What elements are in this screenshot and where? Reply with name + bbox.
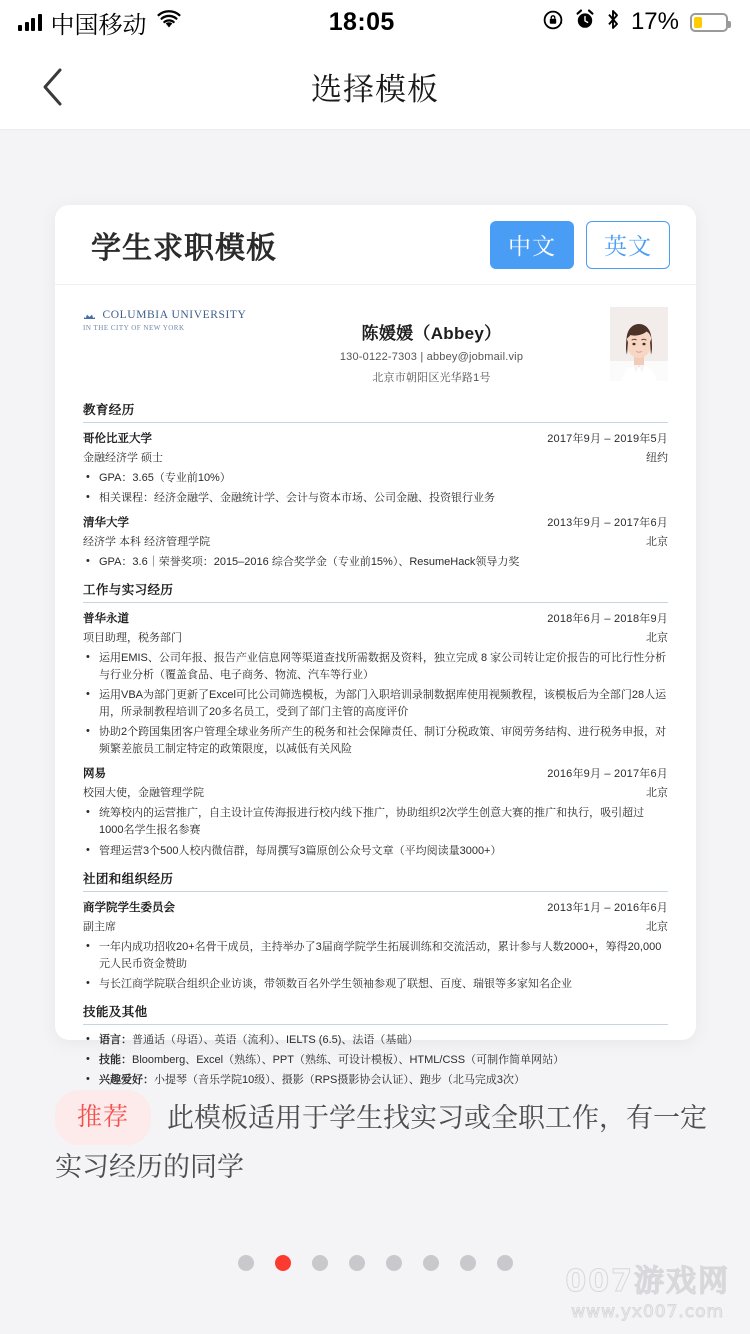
resume-section-title: 社团和组织经历	[83, 871, 174, 886]
resume-bullet: • 运用EMIS、公司年报、报告产业信息网等渠道查找所需数据及资料，独立完成 8 家公司转让定价报告的可比行性分析与行业分析（覆盖食品、电子商务、物流、汽车等行业）	[83, 650, 668, 684]
divider	[83, 602, 668, 603]
entry-location: 北京	[646, 536, 668, 549]
resume-section-title: 工作与实习经历	[83, 583, 174, 598]
resume-address: 北京市朝阳区光华路1号	[372, 372, 491, 384]
pagination-dot[interactable]	[349, 1255, 365, 1271]
resume-entry-header	[83, 430, 668, 446]
columbia-university-logo	[83, 305, 253, 332]
lang-button-english[interactable]: 英文	[586, 221, 670, 269]
logo-subtitle: IN THE CITY OF NEW YORK	[83, 324, 185, 332]
entry-role: 经济学 本科 经济管理学院	[83, 536, 211, 549]
entry-location: 北京	[646, 920, 668, 933]
entry-org: 普华永道	[83, 613, 129, 626]
divider	[83, 1024, 668, 1025]
entry-role: 金融经济学 硕士	[83, 452, 164, 464]
pagination-dots[interactable]	[0, 1255, 750, 1271]
page-body	[0, 130, 750, 1334]
template-description	[55, 1090, 715, 1190]
rotation-lock-icon	[542, 9, 564, 36]
entry-org: 商学院学生委员会	[83, 901, 175, 914]
resume-bullet-list	[83, 650, 668, 758]
divider	[83, 891, 668, 892]
resume-bullet: • GPA：3.65（专业前10%）	[83, 470, 668, 487]
language-toggle-group	[490, 221, 670, 269]
resume-entry-subheader	[83, 626, 668, 645]
entry-date: 2016年9月 – 2017年6月	[547, 768, 668, 781]
status-bar	[0, 0, 750, 44]
avatar	[610, 307, 668, 381]
pagination-dot[interactable]	[423, 1255, 439, 1271]
resume-bullet: • 相关课程：经济金融学、金融统计学、会计与资本市场、公司金融、投资银行业务	[83, 490, 668, 507]
resume-bullet-list	[83, 470, 668, 507]
resume-entry-header	[83, 899, 668, 915]
entry-date: 2013年1月 – 2016年6月	[547, 901, 668, 914]
lang-button-chinese[interactable]: 中文	[490, 221, 574, 269]
resume-bullet-list	[83, 1032, 668, 1089]
logo-name: COLUMBIA UNIVERSITY	[102, 309, 247, 321]
pagination-dot[interactable]	[460, 1255, 476, 1271]
status-badge: 推荐	[55, 1090, 151, 1145]
battery-percent-label: 17%	[630, 8, 679, 35]
resume-bullet-list	[83, 805, 668, 859]
resume-bullet: • 语言：普通话（母语）、英语（流利）、IELTS (6.5)、法语（基础）	[83, 1032, 668, 1049]
entry-org: 网易	[83, 768, 106, 781]
entry-date: 2018年6月 – 2018年9月	[547, 613, 668, 626]
entry-location: 北京	[646, 787, 668, 800]
wifi-icon	[156, 10, 182, 34]
description-text: 此模板适用于学生找实习或全职工作，有一定实习经历的同学	[55, 1103, 708, 1183]
resume-entry-subheader	[83, 446, 668, 465]
signal-bars-icon	[18, 14, 42, 31]
resume-bullet: • 一年内成功招收20+名骨干成员，主持举办了3届商学院学生拓展训练和交流活动，累计参与人数2000+，筹得20,000元人民币资金赞助	[83, 939, 668, 973]
alarm-clock-icon	[575, 9, 595, 35]
status-bar-left	[18, 5, 182, 40]
pagination-dot[interactable]	[497, 1255, 513, 1271]
resume-bullet: • 兴趣爱好：小提琴（音乐学院10级）、摄影（RPS摄影协会认证）、跑步（北马完成3次）	[83, 1072, 668, 1089]
entry-date: 2013年9月 – 2017年6月	[547, 517, 668, 530]
status-bar-clock: 18:05	[328, 7, 395, 36]
divider	[83, 422, 668, 423]
page-title: 选择模板	[311, 72, 439, 107]
resume-bullet: • 与长江商学院联合组织企业访谈，带领数百名外学生领袖参观了联想、百度、瑞银等多家知名企业	[83, 976, 668, 993]
entry-role: 项目助理，税务部门	[83, 632, 182, 645]
resume-bullet-list	[83, 554, 668, 571]
entry-date: 2017年9月 – 2019年5月	[547, 433, 668, 445]
battery-icon	[690, 13, 728, 32]
resume-entry-header	[83, 514, 668, 530]
resume-bullet: • 协助2个跨国集团客户管理全球业务所产生的税务和社会保障责任、制订分税政策、审阅劳务结构、进行税务申报，对频繁差旅员工制定特定的政策限度，以减低有关风险	[83, 724, 668, 758]
entry-role: 校园大使，金融管理学院	[83, 787, 204, 800]
entry-location: 北京	[646, 632, 668, 645]
resume-entry-subheader	[83, 530, 668, 549]
entry-org: 清华大学	[83, 517, 129, 530]
resume-entry-subheader	[83, 781, 668, 800]
resume-entry-header	[83, 610, 668, 626]
entry-location: 纽约	[646, 452, 668, 464]
watermark-main: 007游戏网	[565, 1264, 730, 1299]
resume-bullet-list	[83, 939, 668, 993]
resume-bullet: • 管理运营3个500人校内微信群，每周撰写3篇原创公众号文章（平均阅读量3000+）	[83, 843, 668, 860]
resume-preview	[55, 285, 696, 1106]
template-card[interactable]	[55, 205, 696, 1086]
nav-bar	[0, 44, 750, 130]
resume-bullet: • 统筹校内的运营推广，自主设计宣传海报进行校内线下推广，协助组织2次学生创意大赛的推广和执行，吸引超过1000名学生报名参赛	[83, 805, 668, 839]
resume-section-title: 教育经历	[83, 403, 135, 417]
resume-name: 陈媛媛（Abbey）	[361, 324, 502, 343]
template-card-header	[55, 205, 696, 285]
entry-org: 哥伦比亚大学	[83, 433, 152, 445]
back-button[interactable]	[30, 65, 74, 109]
template-name: 学生求职模板	[91, 231, 277, 265]
resume-header	[83, 301, 668, 391]
resume-entry-header	[83, 765, 668, 781]
watermark-sub: www.yx007.com	[571, 1302, 725, 1322]
resume-entry-subheader	[83, 915, 668, 934]
status-bar-right	[542, 8, 728, 36]
resume-bullet: • 运用VBA为部门更新了Excel可比公司筛选模板，为部门入职培训录制数据库使用视频教程，该模板后为全部门28人运用，所录制教程培训了20多名员工，受到了部门主管的高度评价	[83, 687, 668, 721]
crown-icon	[83, 311, 96, 323]
pagination-dot[interactable]	[386, 1255, 402, 1271]
pagination-dot[interactable]	[275, 1255, 291, 1271]
carrier-label: 中国移动	[50, 11, 147, 39]
resume-sections	[83, 400, 668, 1089]
resume-section-title: 技能及其他	[83, 1004, 148, 1019]
chevron-left-icon	[39, 65, 65, 109]
resume-contact: 130-0122-7303 | abbey@jobmail.vip	[339, 351, 524, 363]
resume-bullet: • 技能：Bloomberg、Excel（熟练）、PPT（熟练、可设计模板）、HTML/CSS（可制作简单网站）	[83, 1052, 668, 1069]
pagination-dot[interactable]	[312, 1255, 328, 1271]
entry-role: 副主席	[83, 920, 116, 933]
resume-identity	[253, 305, 610, 385]
resume-bullet: • GPA：3.6｜荣誉奖项：2015–2016 综合奖学金（专业前15%）、ResumeHack领导力奖	[83, 554, 668, 571]
pagination-dot[interactable]	[238, 1255, 254, 1271]
bluetooth-icon	[606, 9, 620, 35]
